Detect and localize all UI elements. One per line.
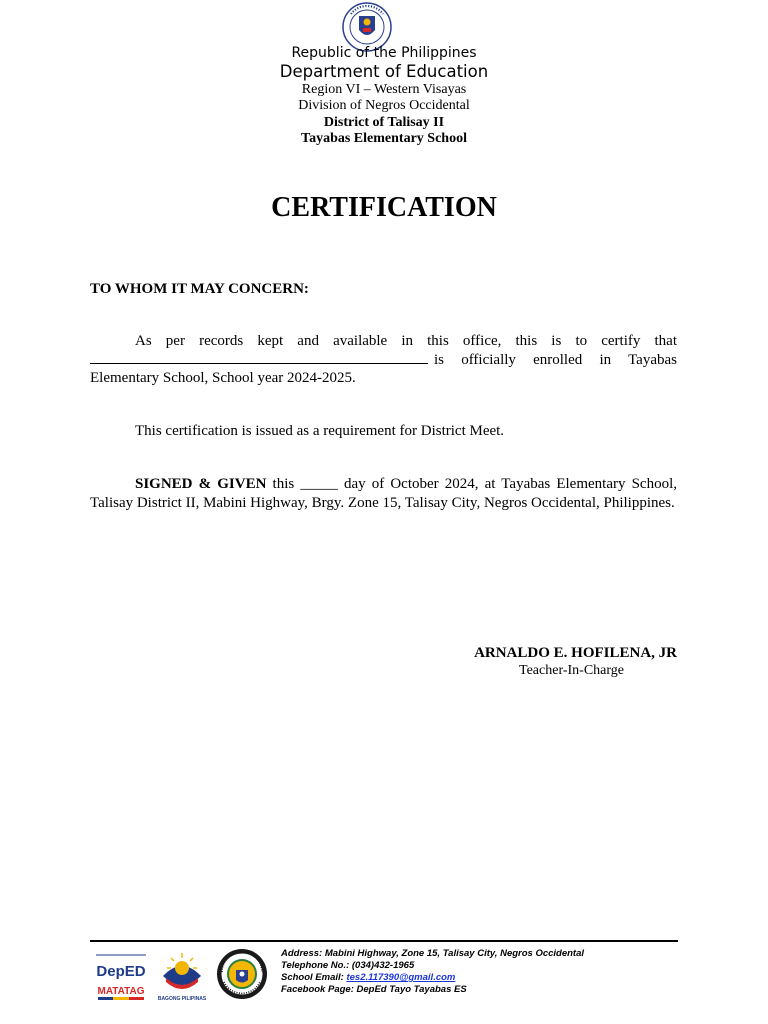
footer-contact: [281, 948, 584, 996]
bagong-pilipinas-wordmark: BAGONG PILIPINAS: [157, 996, 207, 1002]
school-seal-icon: [217, 949, 267, 999]
student-name-blank: [90, 351, 428, 364]
header-school: Tayabas Elementary School: [301, 131, 467, 146]
footer-address: Address: Mabini Highway, Zone 15, Talisay City, Negros Occidental: [281, 948, 585, 959]
paragraph-enrollment: [90, 332, 677, 388]
paragraph-signed: [90, 475, 677, 512]
footer-logos: [92, 948, 272, 1004]
footer-email-row: [281, 972, 584, 984]
header-district: District of Talisay II: [323, 115, 445, 130]
footer-telephone: Telephone No.: (034)432-1965: [281, 960, 415, 971]
document-title: CERTIFICATION: [271, 192, 497, 223]
signatory-position: Teacher-In-Charge: [519, 663, 624, 678]
header-republic: Republic of the Philippines: [291, 45, 477, 61]
signed-given-label: SIGNED & GIVEN: [135, 476, 267, 492]
paragraph-enrollment-tail: is officially enrolled in Tayabas Elementary School, School year 2024-2025.: [90, 351, 677, 386]
footer-email-label: School Email:: [281, 972, 347, 983]
header-region: Region VI – Western Visayas: [301, 82, 467, 97]
paragraph-signed-text: this _____ day of October 2024, at Tayabas Elementary School, Talisay District II, Mabini Highway, Brgy. Zone 15, Talisay City, Negros Occidental, Philippines.: [90, 476, 678, 511]
paragraph-enrollment-lead: As per records kept and available in this office, this is to certify that: [135, 333, 677, 349]
paragraph-purpose-text: This certification is issued as a requirement for District Meet.: [135, 423, 505, 439]
deped-logo-wordmark: DepED: [96, 963, 146, 980]
bagong-pilipinas-logo-icon: [158, 953, 207, 1002]
footer-email-link[interactable]: tes2.117390@gmail.com: [346, 972, 456, 983]
matatag-logo-wordmark: MATATAG: [97, 986, 145, 997]
header-division: Division of Negros Occidental: [298, 98, 470, 113]
paragraph-purpose: [90, 422, 677, 441]
salutation: TO WHOM IT MAY CONCERN:: [90, 281, 309, 297]
signatory-name: ARNALDO E. HOFILENA, JR: [474, 645, 677, 661]
footer-divider: [90, 940, 678, 942]
header-department: Department of Education: [279, 62, 489, 81]
footer-facebook: Facebook Page: DepEd Tayo Tayabas ES: [281, 984, 467, 995]
deped-matatag-logo-icon: [92, 952, 150, 1002]
